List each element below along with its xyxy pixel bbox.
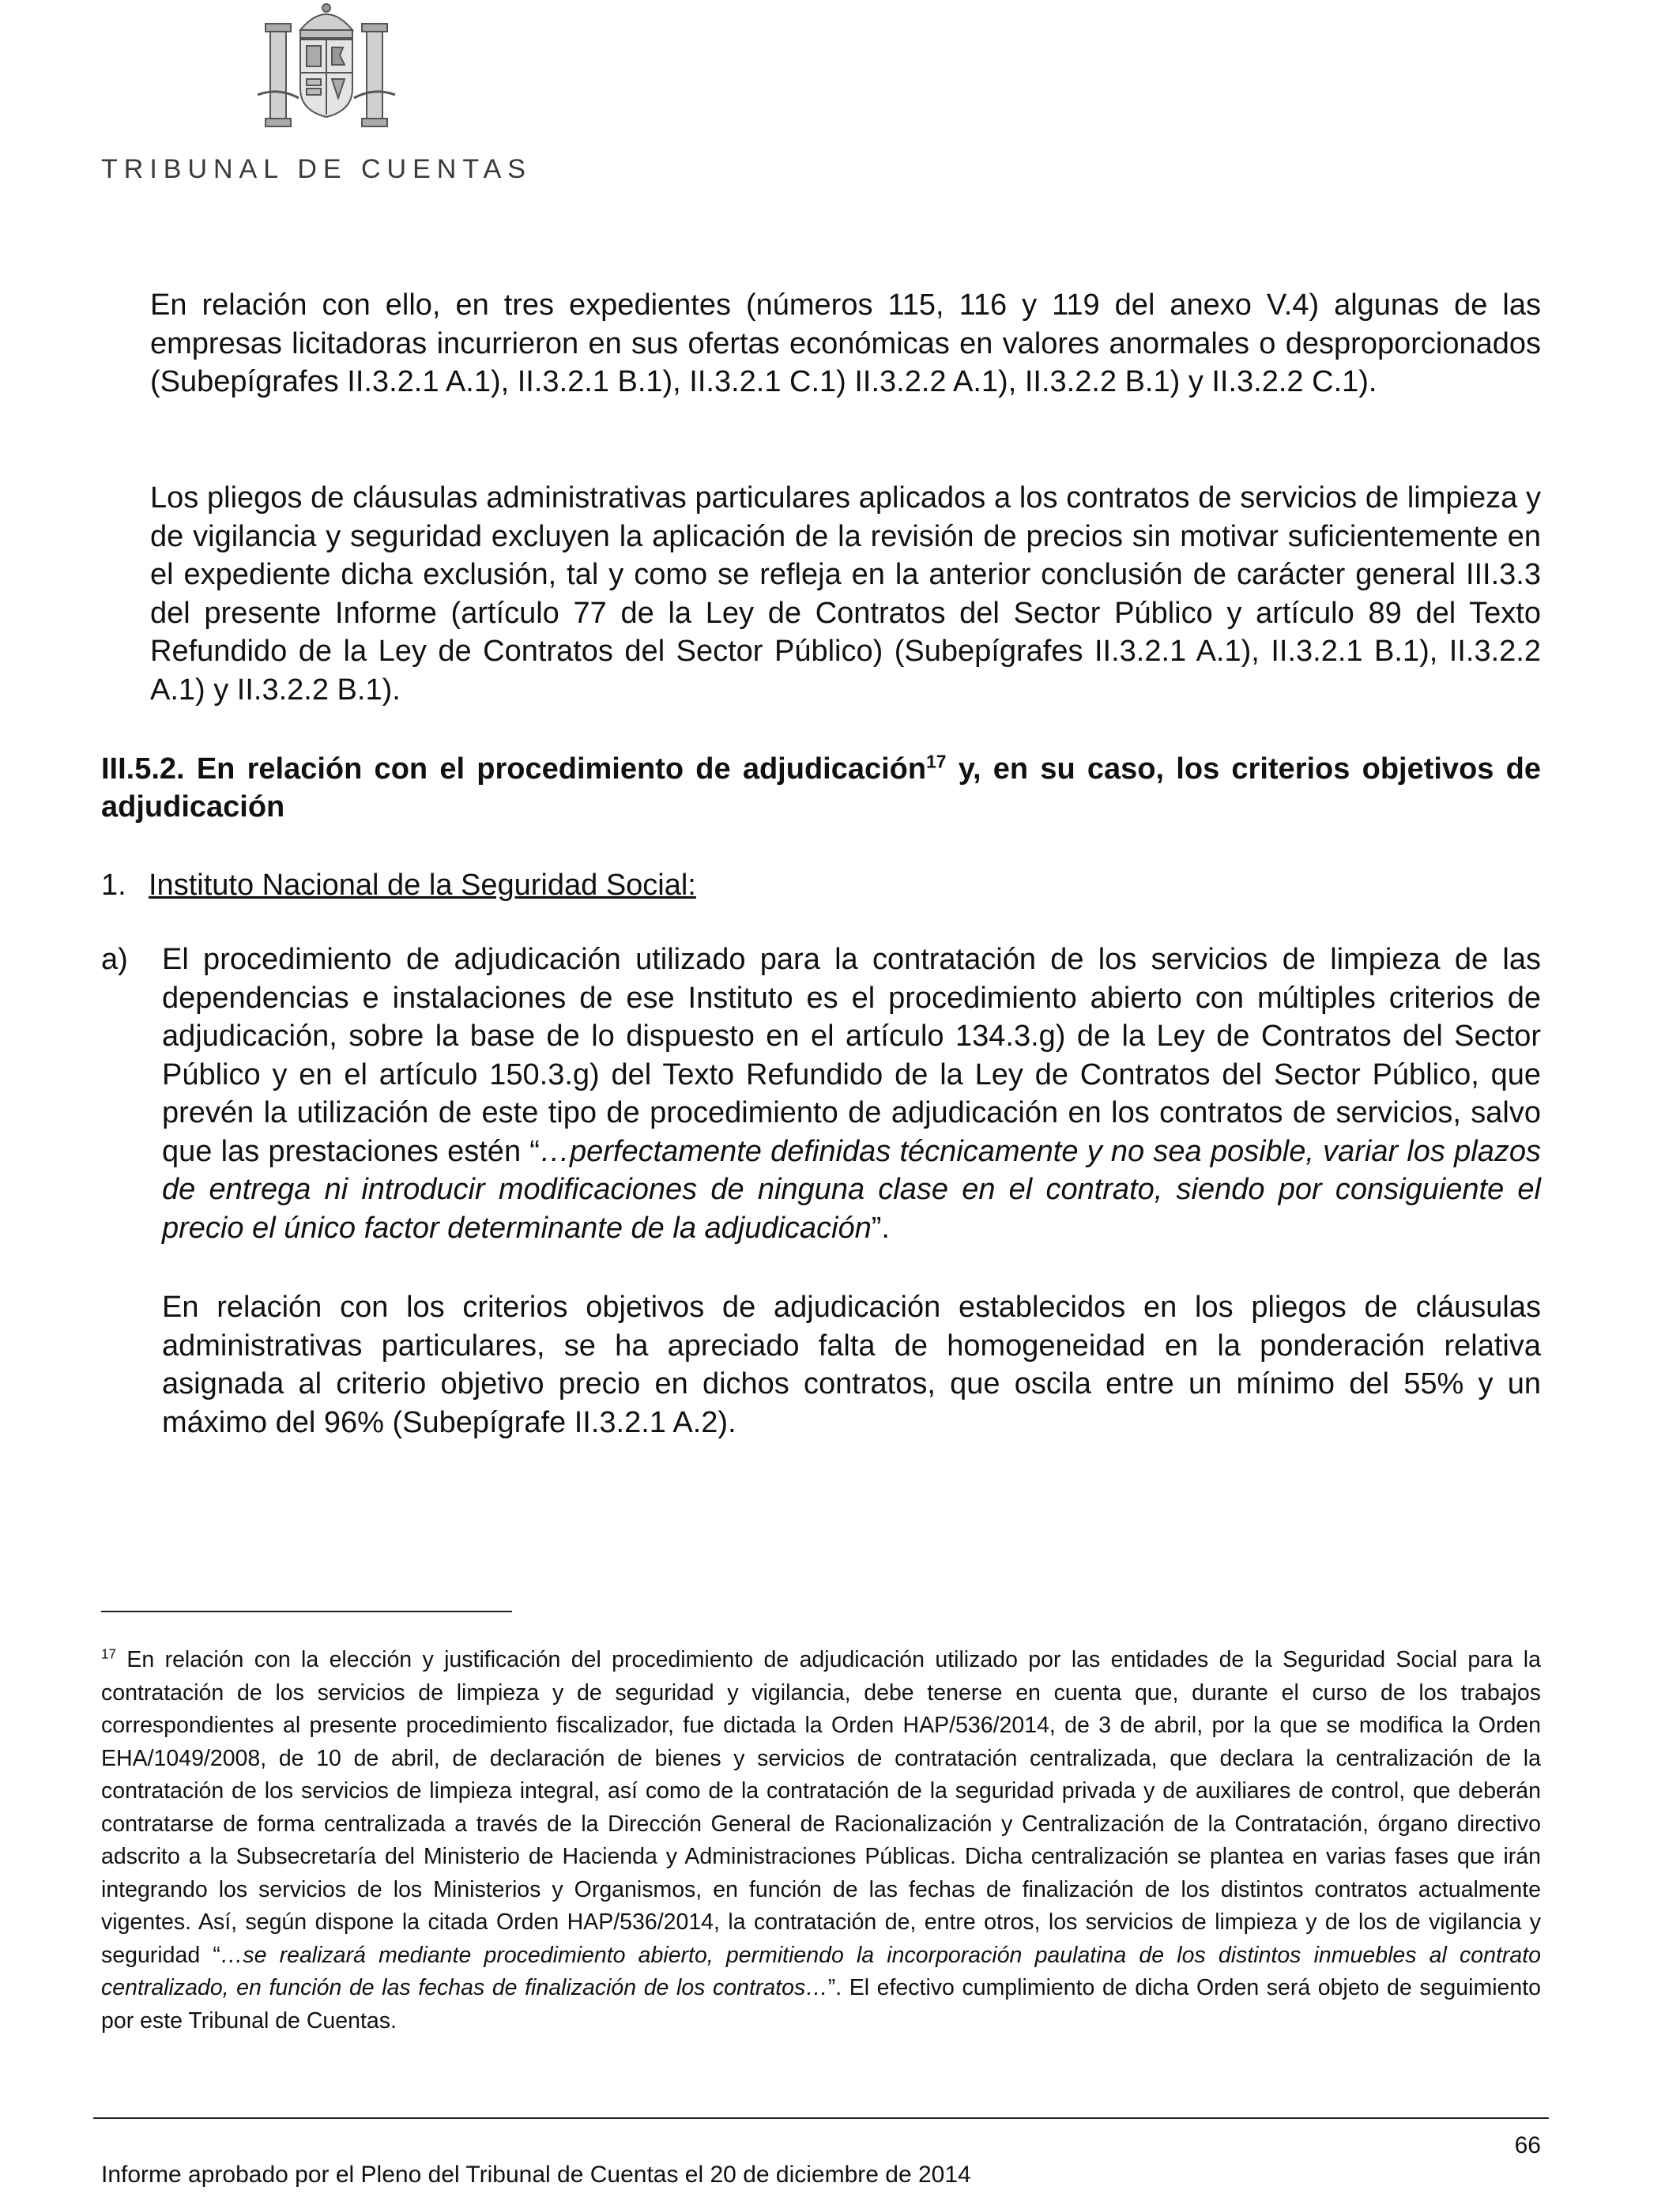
sub-item-a-text: El procedimiento de adjudicación utilizado para la contratación de los servicios de limpieza de las dependencias e instalaciones de ese Instituto es el procedimiento abierto con múltiples criterios de adjudicación, sobre la base de lo dispuesto en el artículo 134.3.g) de la Ley de Contratos del Sector Público y en el artículo 150.3.g) del Texto Refundido de la Ley de Contratos del Sector Público, que prevén la utilización de este tipo de procedimiento de adjudicación en los contratos de servicios, salvo que las prestaciones estén “ bbox=[162, 943, 1541, 1168]
footer-separator bbox=[93, 2117, 1549, 2119]
sub-item-a-end: ”. bbox=[871, 1211, 890, 1245]
footnote-text: En relación con la elección y justificación del procedimiento de adjudicación utilizado por las entidades de la Seguridad Social para la contratación de los servicios de limpieza y de seguridad y vigilancia, debe tenerse en cuenta que, durante el curso de los trabajos correspondientes al presente procedimiento fiscalizador, fue dictada la Orden HAP/536/2014, de 3 de abril, por la que se modifica la Orden EHA/1049/2008, de 10 de abril, de declaración de bienes y servicios de contratación centralizada, que declara la centralización de la contratación de los servicios de limpieza integral, así como de la contratación de la seguridad privada y de auxiliares de control, que deberán contratarse de forma centralizada a través de la Dirección General de Racionalización y Centralización de la Contratación, órgano directivo adscrito a la Subsecretaría del Ministerio de Hacienda y Administraciones Públicas. Dicha centralización se plantea en varias fases que irán integrando los servicios de los Ministerios y Organismos, en función de las fechas de finalización de los distintos contratos actualmente vigentes. Así, según dispone la citada Orden HAP/536/2014, la contratación de, entre otros, los servicios de limpieza y de los de vigilancia y seguridad “ bbox=[101, 1647, 1541, 1968]
coat-of-arms-icon bbox=[251, 0, 401, 134]
footnote-number: 17 bbox=[101, 1646, 117, 1662]
sub-item-a-paragraph-2: En relación con los criterios objetivos de adjudicación establecidos en los pliegos de cláusulas administrativas particulares, se ha apreciado falta de homogeneidad en la ponderación relativa asignada al criterio objetivo precio en dichos contratos, que oscila entre un mínimo del 55% y un máximo del 96% (Subepígrafe II.3.2.1 A.2). bbox=[162, 1291, 1541, 1439]
sub-item-a-quote: …perfectamente definidas técnicamente y no sea posible, variar los plazos de entrega ni introducir modificaciones de ninguna clase en el contrato, siendo por consiguiente el precio el único factor determinante de la adjudicación bbox=[162, 1134, 1542, 1245]
footnote-reference[interactable]: 17 bbox=[926, 751, 947, 772]
footer-text: Informe aprobado por el Pleno del Tribunal de Cuentas el 20 de diciembre de 2014 bbox=[101, 2162, 971, 2188]
list-item-1 bbox=[101, 866, 696, 904]
list-item-label: Instituto Nacional de la Seguridad Social: bbox=[149, 869, 696, 902]
footnote bbox=[101, 1644, 1541, 2038]
section-heading-part2: y, en su caso, los criterios objetivos de adjudicación bbox=[101, 752, 1541, 824]
sub-item-marker: a) bbox=[101, 943, 128, 976]
institution-name: TRIBUNAL DE CUENTAS bbox=[101, 154, 532, 184]
sub-item-a-paragraph bbox=[162, 941, 1541, 1247]
footnote-separator bbox=[101, 1611, 512, 1612]
footnote-quote: …se realizará mediante procedimiento abierto, permitiendo la incorporación paulatina de los distintos inmuebles al contrato centralizado, en función de las fechas de finalización de los contratos… bbox=[101, 1942, 1541, 2000]
footnote-end: ”. El efectivo cumplimiento de dicha Orden será objeto de seguimiento por este Tribunal de Cuentas. bbox=[101, 1975, 1541, 2034]
paragraph-1: En relación con ello, en tres expedientes (números 115, 116 y 119 del anexo V.4) algunas de las empresas licitadoras incurrieron en sus ofertas económicas en valores anormales o desproporcionados (Subepígrafes II.3.2.1 A.1), II.3.2.1 B.1), II.3.2.1 C.1) II.3.2.2 A.1), II.3.2.2 B.1) y II.3.2.2 C.1). bbox=[150, 288, 1541, 398]
list-item-number: 1. bbox=[101, 869, 126, 902]
section-heading-part1: III.5.2. En relación con el procedimiento de adjudicación bbox=[101, 752, 927, 786]
page-number: 66 bbox=[1514, 2132, 1541, 2158]
paragraph-2: Los pliegos de cláusulas administrativas particulares aplicados a los contratos de servicios de limpieza y de vigilancia y seguridad excluyen la aplicación de la revisión de precios sin motivar suficientemente en el expediente dicha exclusión, tal y como se refleja en la anterior conclusión de carácter general III.3.3 del presente Informe (artículo 77 de la Ley de Contratos del Sector Público y artículo 89 del Texto Refundido de la Ley de Contratos del Sector Público) (Subepígrafes II.3.2.1 A.1), II.3.2.1 B.1), II.3.2.2 A.1) y II.3.2.2 B.1). bbox=[150, 481, 1541, 707]
section-heading bbox=[101, 750, 1541, 826]
